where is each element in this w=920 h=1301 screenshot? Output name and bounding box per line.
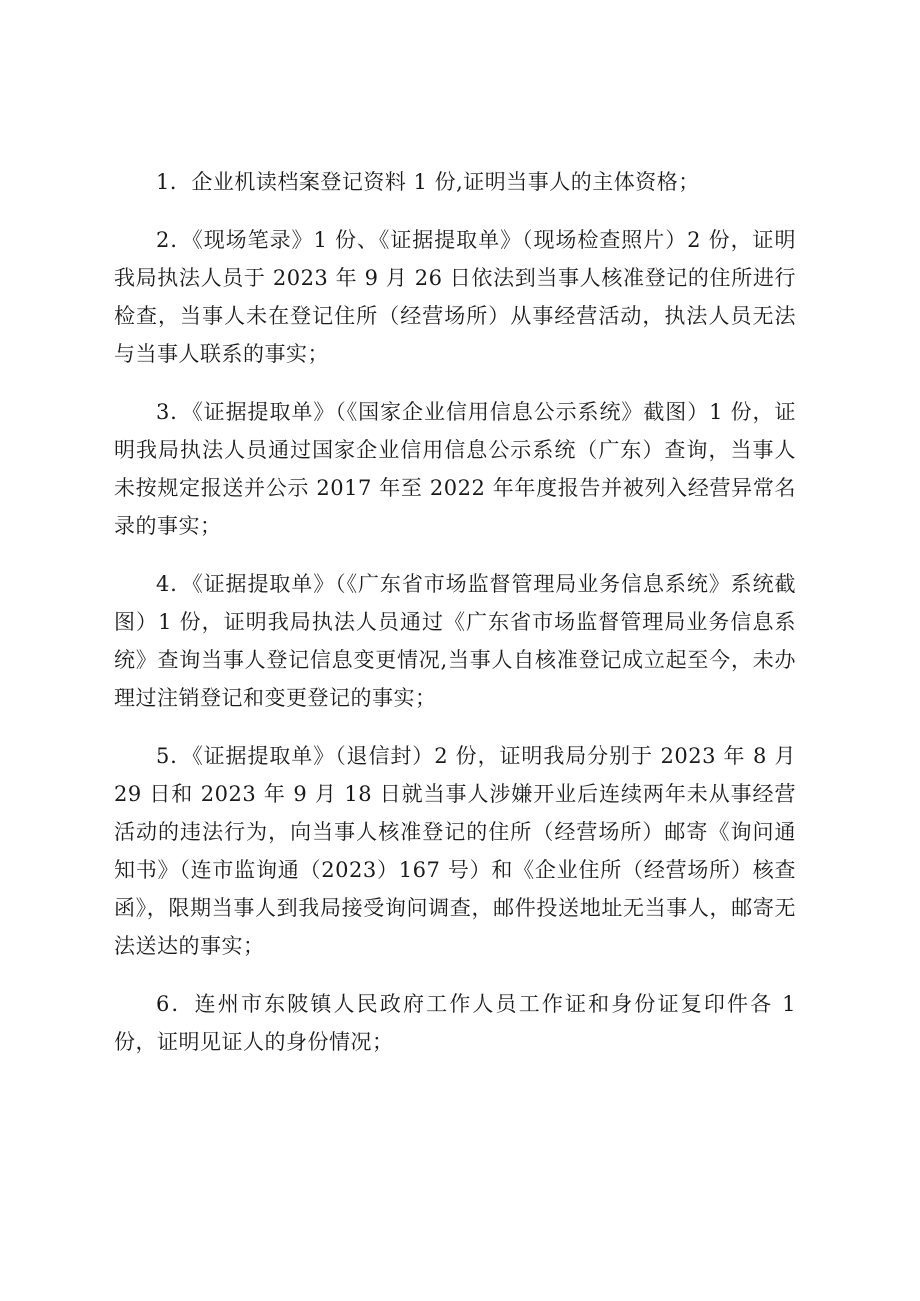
- evidence-item-1: 1．企业机读档案登记资料 1 份,证明当事人的主体资格；: [156, 170, 700, 194]
- evidence-item-6: 6．连州市东陂镇人民政府工作人员工作证和身份证复印件各 1 份，证明见证人的身份情况；: [114, 992, 796, 1054]
- evidence-item-4: 4．《证据提取单》（《广东省市场监督管理局业务信息系统》系统截图）1 份，证明我局执法人员通过《广东省市场监督管理局业务信息系统》查询当事人登记信息变更情况,当事人自核准登记成立起至今，未办理过注销登记和变更登记的事实；: [114, 572, 796, 710]
- evidence-item-5: 5．《证据提取单》（退信封）2 份，证明我局分别于 2023 年 8 月 29 日和 2023 年 9 月 18 日就当事人涉嫌开业后连续两年未从事经营活动的违法行为，向当事人核准登记的住所（经营场所）邮寄《询问通知书》（连市监询通（2023）167 号）和《企业住所（经营场所）核查函》，限期当事人到我局接受询问调查，邮件投送地址无当事人，邮寄无法送达的事实；: [114, 744, 796, 958]
- evidence-item-2: 2．《现场笔录》1 份、《证据提取单》（现场检查照片）2 份，证明我局执法人员于 2023 年 9 月 26 日依法到当事人核准登记的住所进行检查，当事人未在登记住所（经营场所）从事经营活动，执法人员无法与当事人联系的事实；: [114, 228, 796, 366]
- evidence-item-3: 3．《证据提取单》（《国家企业信用信息公示系统》截图）1 份，证明我局执法人员通过国家企业信用信息公示系统（广东）查询，当事人未按规定报送并公示 2017 年至 2022 年年度报告并被列入经营异常名录的事实；: [114, 400, 796, 538]
